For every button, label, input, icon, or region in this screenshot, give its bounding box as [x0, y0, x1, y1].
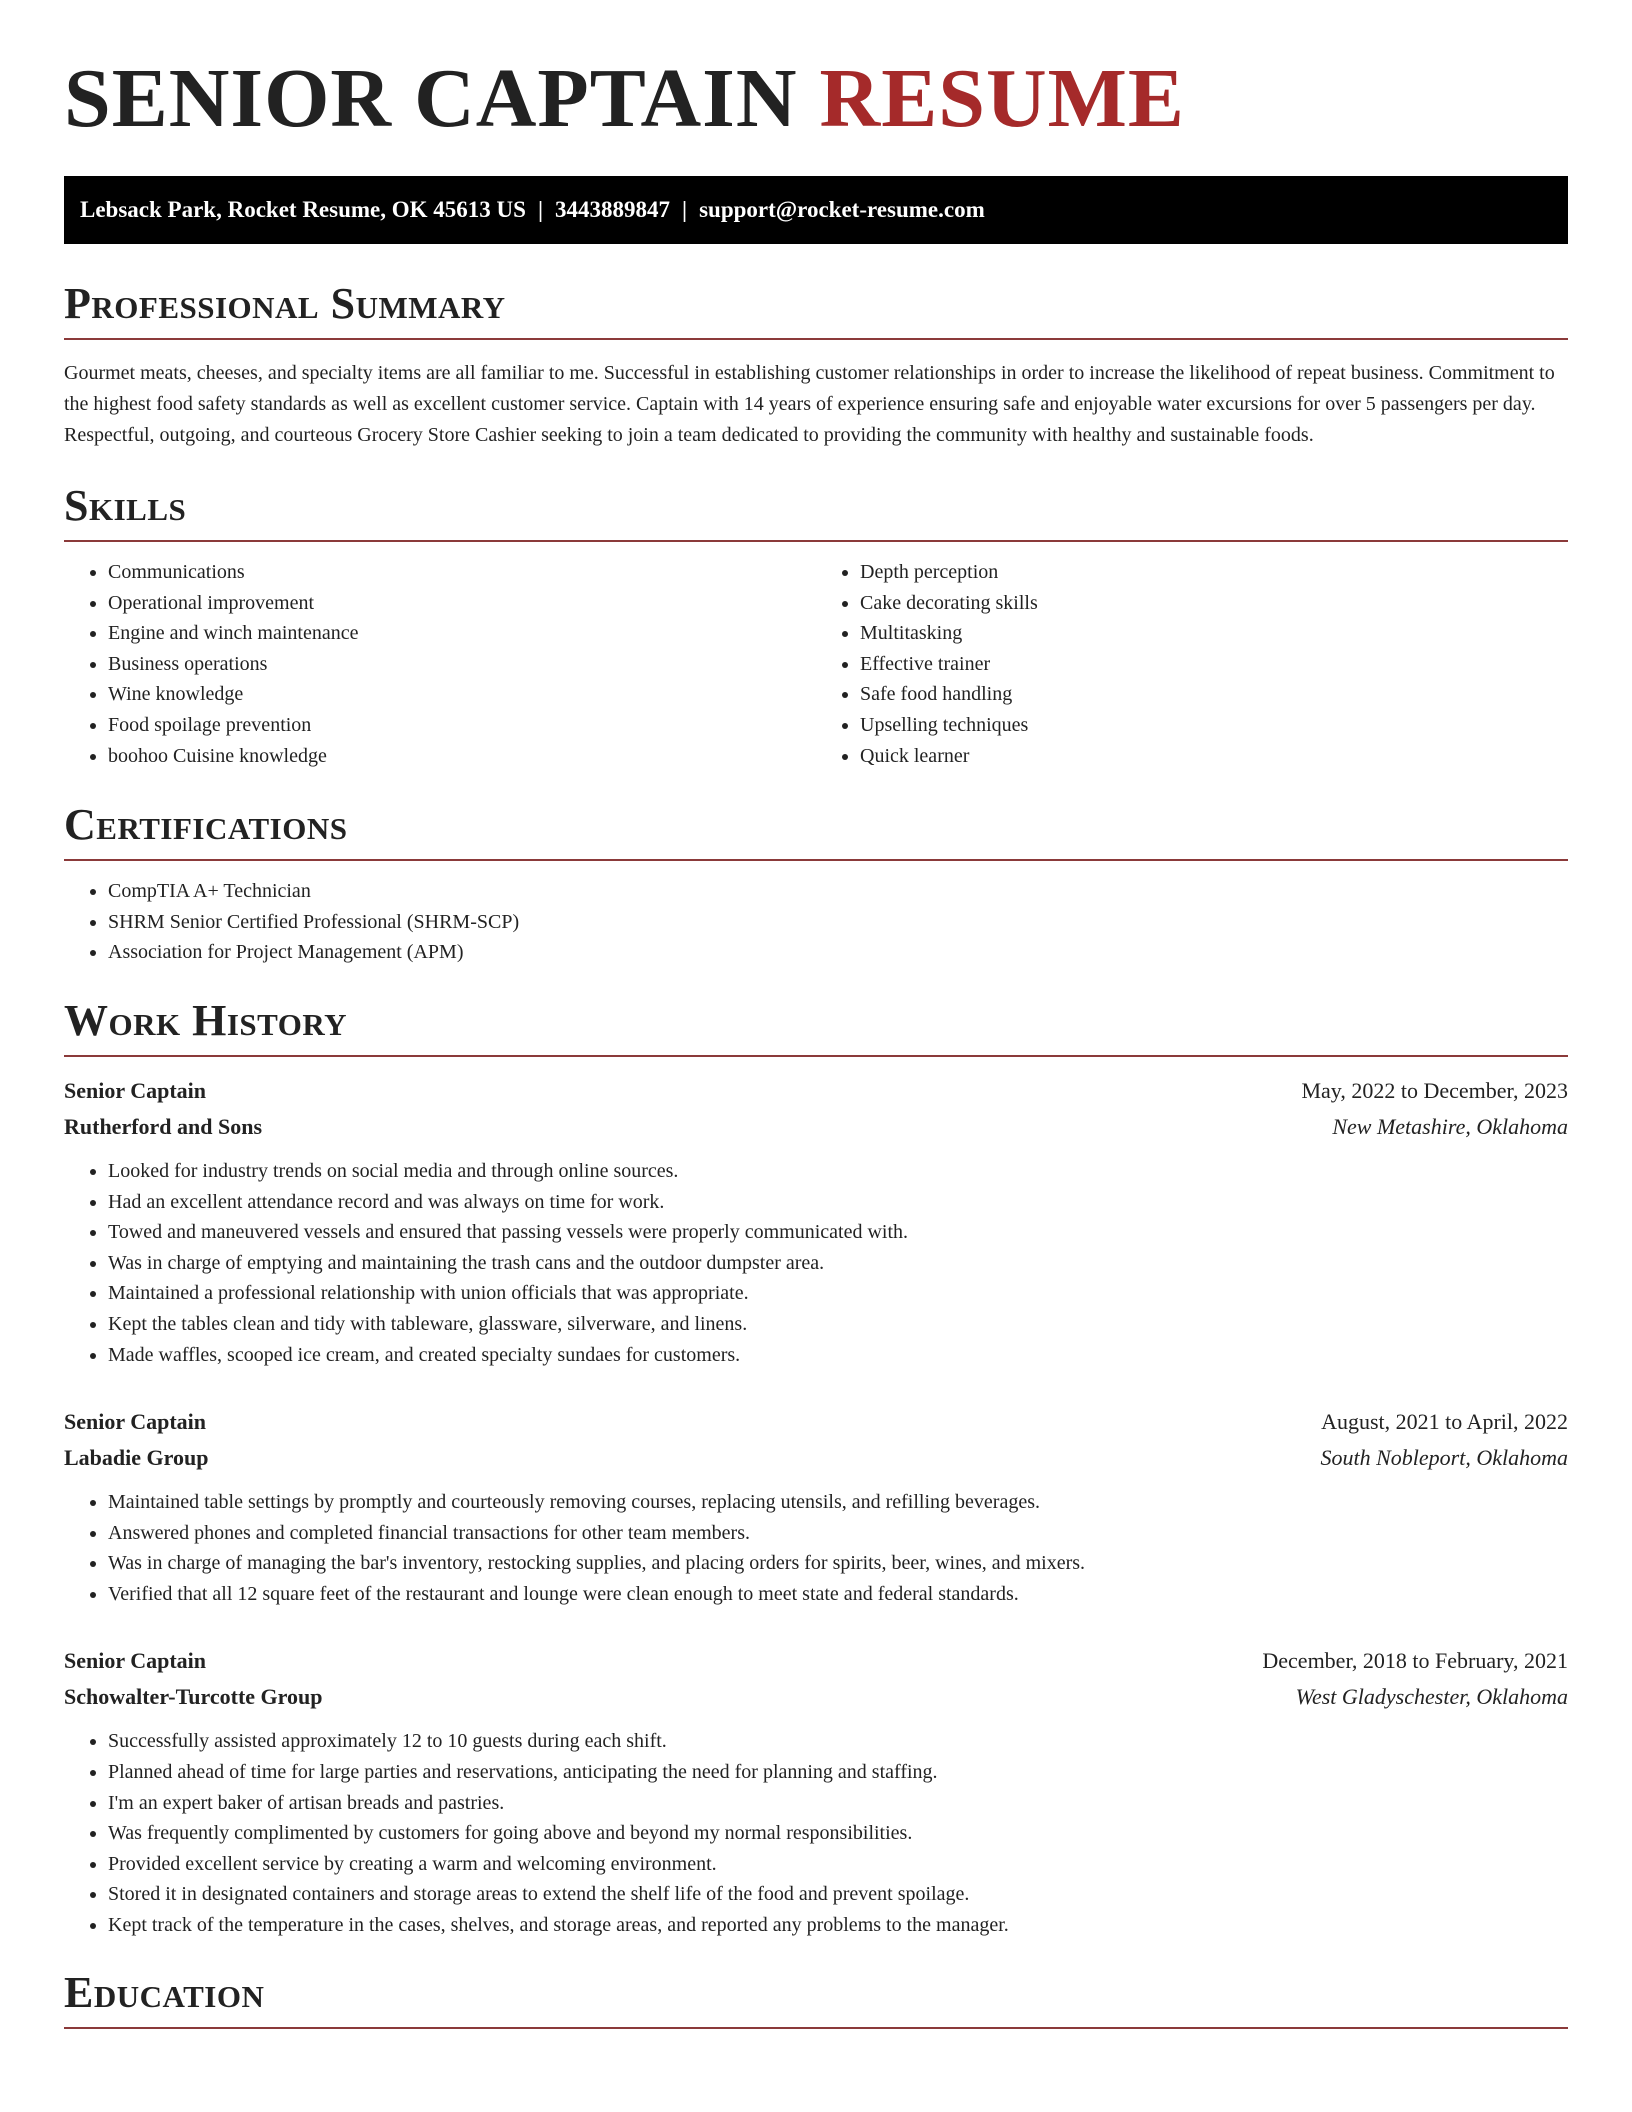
contact-email[interactable]: support@rocket-resume.com — [699, 197, 985, 222]
skill-item: • boohoo Cuisine knowledge — [108, 741, 816, 772]
job-head — [64, 1643, 1568, 1679]
job-entry — [64, 1073, 1568, 1370]
job-bullet: • Stored it in designated containers and storage areas to extend the shelf life of the food and prevent spoilage. — [108, 1879, 1568, 1910]
skill-item: • Cake decorating skills — [860, 588, 1568, 619]
certification-item: • SHRM Senior Certified Professional (SHRM-SCP) — [108, 907, 1568, 938]
job-entry — [64, 1404, 1568, 1609]
job-bullet: • Kept the tables clean and tidy with tableware, glassware, silverware, and linens. — [108, 1309, 1568, 1340]
job-company: Schowalter-Turcotte Group — [64, 1684, 323, 1710]
resume-title-accent: RESUME — [819, 52, 1185, 145]
job-head — [64, 1404, 1568, 1440]
job-dates: May, 2022 to December, 2023 — [1301, 1077, 1568, 1103]
skills-list-left — [64, 557, 816, 771]
job-bullets — [64, 1156, 1568, 1370]
job-bullet: • Had an excellent attendance record and was always on time for work. — [108, 1187, 1568, 1218]
section-divider — [64, 2027, 1568, 2029]
job-head — [64, 1109, 1568, 1145]
job-bullet: • Made waffles, scooped ice cream, and created specialty sundaes for customers. — [108, 1340, 1568, 1371]
job-dates: December, 2018 to February, 2021 — [1262, 1648, 1568, 1674]
contact-address: Lebsack Park, Rocket Resume, OK 45613 US — [80, 197, 526, 222]
skills-heading: Skills — [64, 481, 187, 530]
work-history-heading: Work History — [64, 995, 348, 1045]
contact-phone[interactable]: 3443889847 — [555, 197, 671, 222]
summary-heading: Professional Summary — [64, 279, 506, 328]
section-divider — [64, 338, 1568, 340]
job-title: Senior Captain — [64, 1648, 207, 1674]
skill-item: • Safe food handling — [860, 679, 1568, 710]
certification-item: • Association for Project Management (APM) — [108, 937, 1568, 968]
skill-item: • Engine and winch maintenance — [108, 618, 816, 649]
job-bullet: • Kept track of the temperature in the cases, shelves, and storage areas, and reported any problems to the manager. — [108, 1910, 1568, 1941]
contact-separator: | — [537, 197, 544, 222]
job-location: South Nobleport, Oklahoma — [1320, 1445, 1568, 1471]
job-entry — [64, 1643, 1568, 1940]
job-company: Rutherford and Sons — [64, 1113, 263, 1139]
job-location: West Gladyschester, Oklahoma — [1295, 1684, 1568, 1710]
certification-item: • CompTIA A+ Technician — [108, 876, 1568, 907]
job-bullet: • Maintained a professional relationship with union officials that was appropriate. — [108, 1278, 1568, 1309]
job-location: New Metashire, Oklahoma — [1332, 1113, 1568, 1139]
skill-item: • Multitasking — [860, 618, 1568, 649]
job-bullet: • Verified that all 12 square feet of the restaurant and lounge were clean enough to meet state and federal standards. — [108, 1579, 1568, 1610]
skill-item: • Depth perception — [860, 557, 1568, 588]
contact-separator: | — [682, 197, 688, 222]
job-bullets — [64, 1487, 1568, 1609]
job-bullets — [64, 1726, 1568, 1940]
job-bullet: • Successfully assisted approximately 12 to 10 guests during each shift. — [108, 1726, 1568, 1757]
skills-list-right — [816, 557, 1568, 771]
job-head — [64, 1679, 1568, 1715]
job-bullet: • Was frequently complimented by customers for going above and beyond my normal responsibilities. — [108, 1818, 1568, 1849]
skill-item: • Business operations — [108, 649, 816, 680]
skill-item: • Communications — [108, 557, 816, 588]
job-bullet: • Was in charge of emptying and maintaining the trash cans and the outdoor dumpster area. — [108, 1248, 1568, 1279]
skill-item: • Food spoilage prevention — [108, 710, 816, 741]
skill-item: • Quick learner — [860, 741, 1568, 772]
summary-text: Gourmet meats, cheeses, and specialty items are all familiar to me. Successful in establishing customer relationships in order to increase the likelihood of repeat business. Commitment to the highest food safety standards as well as excellent customer service. Captain with 14 years of experience ensuring safe and enjoyable water excursions for over 5 passengers per day. Respectful, outgoing, and courteous Grocery Store Cashier seeking to join a team dedicated to providing the community with healthy and sustainable foods. — [64, 362, 1555, 446]
section-divider — [64, 1055, 1568, 1057]
job-bullet: • Answered phones and completed financial transactions for other team members. — [108, 1518, 1568, 1549]
job-company: Labadie Group — [64, 1445, 209, 1471]
section-divider — [64, 540, 1568, 542]
skills-grid — [64, 557, 1568, 771]
job-title: Senior Captain — [64, 1409, 207, 1435]
job-bullet: • I'm an expert baker of artisan breads and pastries. — [108, 1788, 1568, 1819]
job-bullet: • Looked for industry trends on social media and through online sources. — [108, 1156, 1568, 1187]
certifications-heading: Certifications — [64, 800, 348, 850]
job-bullet: • Towed and maneuvered vessels and ensured that passing vessels were properly communicated with. — [108, 1217, 1568, 1248]
job-bullet: • Maintained table settings by promptly and courteously removing courses, replacing utensils, and refilling beverages. — [108, 1487, 1568, 1518]
resume-title — [64, 0, 1568, 144]
job-bullet: • Was in charge of managing the bar's inventory, restocking supplies, and placing orders for spirits, beer, wines, and mixers. — [108, 1548, 1568, 1579]
resume-title-main: SENIOR CAPTAIN — [64, 52, 798, 145]
certifications-list — [64, 876, 1568, 968]
job-title: Senior Captain — [64, 1077, 207, 1103]
education-heading: Education — [64, 1967, 265, 2017]
job-dates: August, 2021 to April, 2022 — [1321, 1409, 1568, 1435]
section-divider — [64, 859, 1568, 861]
skill-item: • Upselling techniques — [860, 710, 1568, 741]
skill-item: • Effective trainer — [860, 649, 1568, 680]
job-head — [64, 1073, 1568, 1109]
skill-item: • Wine knowledge — [108, 679, 816, 710]
contact-bar — [64, 176, 1568, 244]
job-bullet: • Planned ahead of time for large parties and reservations, anticipating the need for planning and staffing. — [108, 1757, 1568, 1788]
skill-item: • Operational improvement — [108, 588, 816, 619]
job-bullet: • Provided excellent service by creating a warm and welcoming environment. — [108, 1849, 1568, 1880]
job-head — [64, 1440, 1568, 1476]
